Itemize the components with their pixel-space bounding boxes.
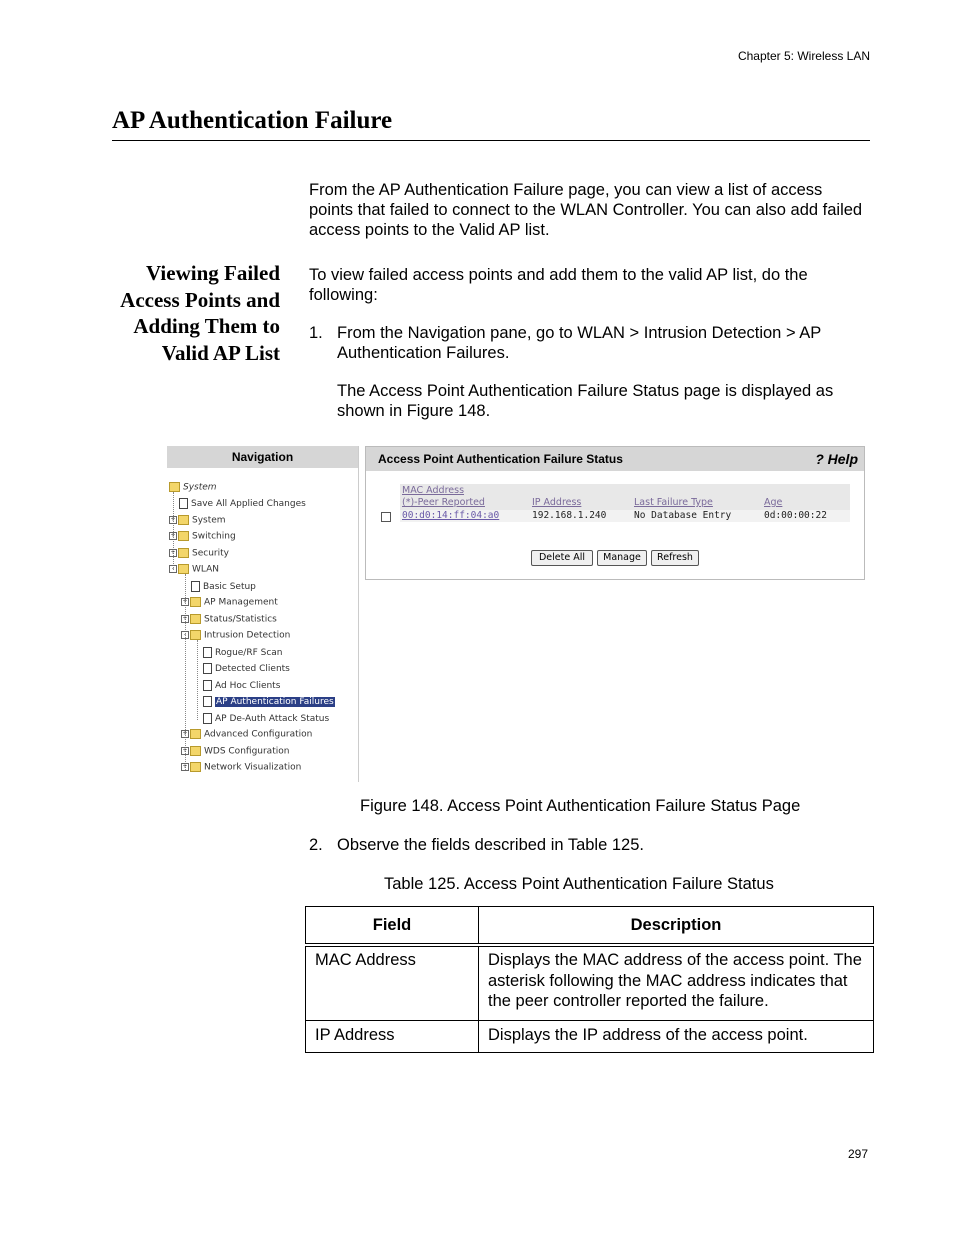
folder-icon xyxy=(190,614,201,624)
header-field: Field xyxy=(306,907,479,946)
tree-item-security[interactable]: + Security xyxy=(170,548,229,559)
page-number: 297 xyxy=(847,1147,868,1161)
step-note: The Access Point Authentication Failure Status page is displayed as shown in Figure 148. xyxy=(337,382,834,420)
section-heading-line: Valid AP List xyxy=(161,340,280,365)
cell-field: MAC Address xyxy=(306,945,479,1020)
tree-item-detected-clients[interactable]: Detected Clients xyxy=(203,663,290,674)
section-lead: To view failed access points and add them to the valid AP list, do the following: xyxy=(309,266,808,304)
section-heading-line: Access Points and xyxy=(120,287,280,312)
tree-item-status-statistics[interactable]: + Status/Statistics xyxy=(182,614,277,625)
tree-item-wlan[interactable]: - WLAN xyxy=(169,564,219,575)
manage-button[interactable]: Manage xyxy=(597,550,647,566)
page-icon xyxy=(203,663,212,674)
tree-item-intrusion-detection[interactable]: - Intrusion Detection xyxy=(181,630,290,641)
page-icon xyxy=(179,498,188,509)
folder-icon xyxy=(190,762,201,772)
status-panel xyxy=(365,446,865,580)
expand-icon: + xyxy=(170,532,176,539)
navigation-title: Navigation xyxy=(167,446,358,468)
panel-title: Access Point Authentication Failure Status xyxy=(378,452,623,466)
tree-item-ap-management[interactable]: + AP Management xyxy=(182,597,278,608)
figure-caption: Figure 148. Access Point Authentication Failure Status Page xyxy=(360,797,801,815)
column-header-peer[interactable]: (*)-Peer Reported xyxy=(402,497,485,508)
page-title: AP Authentication Failure xyxy=(112,107,393,134)
expand-icon: + xyxy=(182,615,188,622)
table-row xyxy=(306,945,874,1020)
cell-field: IP Address xyxy=(306,1020,479,1052)
page-icon xyxy=(203,680,212,691)
expand-icon: + xyxy=(182,598,188,605)
tree-item-save[interactable]: Save All Applied Changes xyxy=(179,498,306,509)
tree-item-system[interactable]: + System xyxy=(170,515,226,526)
collapse-icon: - xyxy=(169,565,177,573)
table-header-row xyxy=(306,907,874,946)
cell-mac[interactable]: 00:d0:14:ff:04:a0 xyxy=(402,510,500,521)
chapter-header: Chapter 5: Wireless LAN xyxy=(737,49,870,63)
folder-icon xyxy=(190,597,201,607)
tree-item-switching[interactable]: + Switching xyxy=(170,531,236,542)
page-icon xyxy=(203,647,212,658)
page-icon xyxy=(203,696,212,707)
step-number: 2. xyxy=(309,836,323,854)
folder-icon xyxy=(178,548,189,558)
tree-item-rogue-rf-scan[interactable]: Rogue/RF Scan xyxy=(203,647,283,658)
expand-icon: + xyxy=(170,516,176,523)
cell-description: Displays the MAC address of the access point. The asterisk following the MAC address indicates that the peer controller reported the failure. xyxy=(479,945,874,1020)
folder-open-icon xyxy=(178,564,189,574)
step-number: 1. xyxy=(309,324,323,342)
cell-ip: 192.168.1.240 xyxy=(532,510,607,521)
section-heading-line: Viewing Failed xyxy=(146,261,280,285)
tree-item-advanced-config[interactable]: + Advanced Configuration xyxy=(182,729,313,740)
cell-failure: No Database Entry xyxy=(634,510,732,521)
tree-item-ap-auth-failures[interactable]: AP Authentication Failures xyxy=(203,696,335,707)
cell-description: Displays the IP address of the access point. xyxy=(479,1020,874,1052)
folder-icon xyxy=(178,515,189,525)
tree-item-ad-hoc-clients[interactable]: Ad Hoc Clients xyxy=(203,680,280,691)
expand-icon: + xyxy=(170,549,176,556)
expand-icon: + xyxy=(182,747,188,754)
fields-table xyxy=(305,906,874,1053)
tree-item-system-root[interactable]: System xyxy=(169,482,217,493)
table-row xyxy=(306,1020,874,1052)
title-rule xyxy=(112,140,870,141)
header-description: Description xyxy=(479,907,874,946)
folder-open-icon xyxy=(169,482,180,492)
tree-item-network-visualization[interactable]: + Network Visualization xyxy=(182,762,302,773)
tree-item-deauth-attack[interactable]: AP De-Auth Attack Status xyxy=(203,713,329,724)
expand-icon: + xyxy=(182,730,188,737)
tree-item-wds-config[interactable]: + WDS Configuration xyxy=(182,746,290,757)
page-icon xyxy=(191,581,200,592)
column-header-age[interactable]: Age xyxy=(764,497,783,508)
folder-icon xyxy=(190,729,201,739)
delete-all-button[interactable]: Delete All xyxy=(531,550,593,566)
step-text: Observe the fields described in Table 125. xyxy=(337,836,644,854)
column-header-ip[interactable]: IP Address xyxy=(532,497,582,508)
table-caption: Table 125. Access Point Authentication Failure Status xyxy=(384,875,774,893)
page-icon xyxy=(203,713,212,724)
folder-icon xyxy=(190,746,201,756)
refresh-button[interactable]: Refresh xyxy=(651,550,699,566)
panel-title-bar xyxy=(366,447,864,471)
folder-open-icon xyxy=(190,630,201,640)
figure-screenshot xyxy=(167,446,867,782)
cell-age: 0d:00:00:22 xyxy=(764,510,827,521)
step-text: From the Navigation pane, go to WLAN > Intrusion Detection > AP Authentication Failures. xyxy=(337,324,821,362)
tree-item-basic-setup[interactable]: Basic Setup xyxy=(191,581,256,592)
intro-paragraph: From the AP Authentication Failure page, you can view a list of access points that failed to connect to the WLAN Controller. You can also add failed access points to the Valid AP list. xyxy=(309,181,863,239)
collapse-icon: - xyxy=(181,631,189,639)
navigation-pane xyxy=(167,446,359,782)
column-header-mac[interactable]: MAC Address xyxy=(402,485,465,496)
row-checkbox[interactable] xyxy=(381,512,391,522)
help-link[interactable]: ? Help xyxy=(815,451,858,467)
expand-icon: + xyxy=(182,763,188,770)
folder-icon xyxy=(178,531,189,541)
section-heading-line: Adding Them to xyxy=(133,314,280,338)
column-header-failure[interactable]: Last Failure Type xyxy=(634,497,713,508)
section-heading xyxy=(100,260,280,366)
